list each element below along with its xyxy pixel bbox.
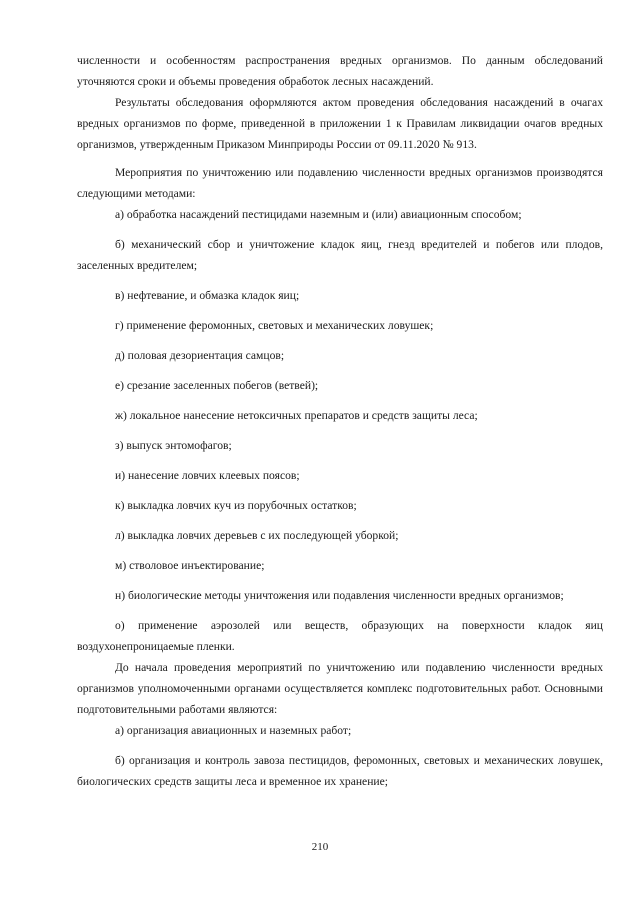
list-item-l: л) выкладка ловчих деревьев с их последующей уборкой; bbox=[115, 529, 399, 542]
paragraph-continuation: численности и особенностям распространения вредных организмов. По данным обследований уточняются сроки и объемы проведения обработок лесных насаждений. bbox=[77, 54, 603, 88]
list-item-b: б) механический сбор и уничтожение кладок яиц, гнезд вредителей и побегов или плодов, заселенных вредителем; bbox=[77, 238, 603, 272]
document-page bbox=[77, 50, 603, 792]
list-item-d: д) половая дезориентация самцов; bbox=[115, 349, 285, 362]
list-item-z: з) выпуск энтомофагов; bbox=[115, 439, 232, 452]
list-item-m: м) стволовое инъектирование; bbox=[115, 559, 265, 572]
list-item-prep-b: б) организация и контроль завоза пестицидов, феромонных, световых и механических ловушек, биологических средств защиты леса и временное их хранение; bbox=[77, 754, 603, 788]
list-item-k: к) выкладка ловчих куч из порубочных остатков; bbox=[115, 499, 357, 512]
paragraph-preparatory-works: До начала проведения мероприятий по уничтожению или подавлению численности вредных организмов уполномоченными органами осуществляется комплекс подготовительных работ. Основными подготовительными работами являются: bbox=[77, 661, 603, 716]
list-item-v: в) нефтевание, и обмазка кладок яиц; bbox=[115, 289, 300, 302]
list-item-prep-a: а) организация авиационных и наземных работ; bbox=[115, 724, 352, 737]
list-item-zh: ж) локальное нанесение нетоксичных препаратов и средств защиты леса; bbox=[115, 409, 478, 422]
paragraph-methods-intro: Мероприятия по уничтожению или подавлению численности вредных организмов производятся следующими методами: bbox=[77, 166, 603, 200]
list-item-o: о) применение аэрозолей или веществ, образующих на поверхности кладок яиц воздухонепроницаемые пленки. bbox=[77, 619, 603, 653]
list-item-a: а) обработка насаждений пестицидами наземным и (или) авиационным способом; bbox=[115, 208, 522, 221]
list-item-g: г) применение феромонных, световых и механических ловушек; bbox=[115, 319, 434, 332]
list-item-i: и) нанесение ловчих клеевых поясов; bbox=[115, 469, 300, 482]
list-item-e: е) срезание заселенных побегов (ветвей); bbox=[115, 379, 319, 392]
list-item-n: н) биологические методы уничтожения или подавления численности вредных организмов; bbox=[115, 589, 564, 602]
page-number: 210 bbox=[311, 841, 329, 853]
paragraph-survey-results: Результаты обследования оформляются актом проведения обследования насаждений в очагах вредных организмов по форме, приведенной в приложении 1 к Правилам ликвидации очагов вредных организмов, утвержденным Приказом Минприроды России от 09.11.2020 № 913. bbox=[77, 96, 603, 151]
